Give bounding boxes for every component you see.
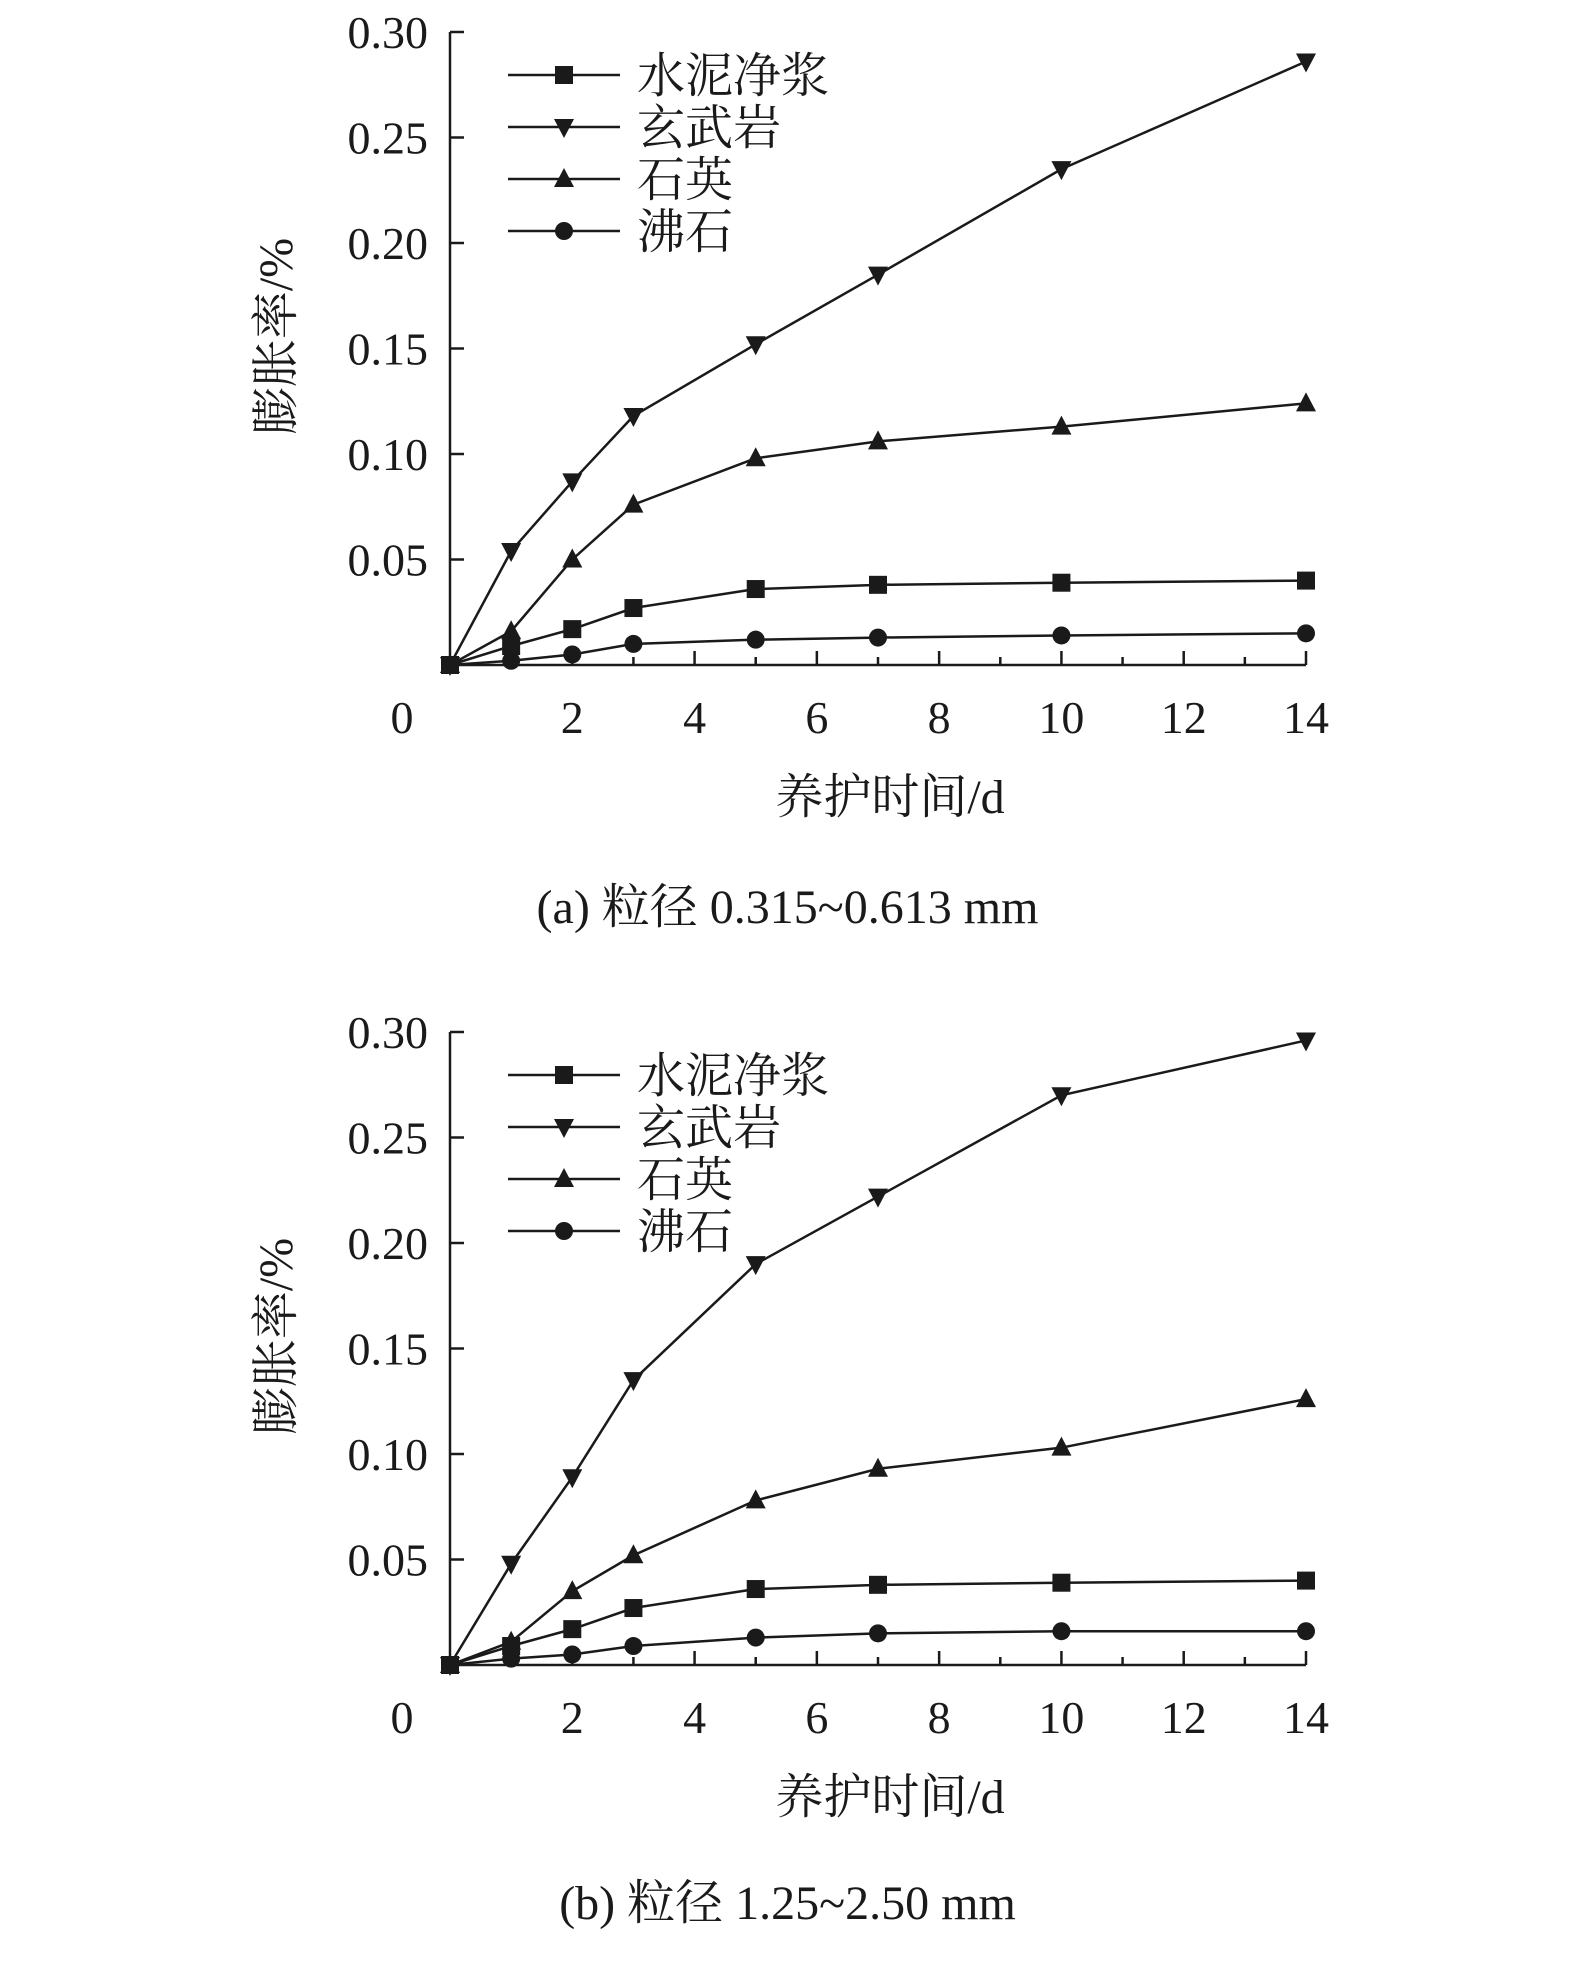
- data-point: [502, 652, 520, 670]
- data-point: [869, 576, 887, 594]
- data-point: [563, 620, 581, 638]
- data-point: [1052, 1574, 1070, 1592]
- chart-a-svg: [0, 0, 1575, 970]
- data-point: [501, 543, 521, 562]
- chart-b-svg: [0, 1000, 1575, 1970]
- x-tick-label: 2: [560, 692, 584, 743]
- legend-marker: [555, 222, 573, 240]
- data-point: [623, 1372, 643, 1391]
- chart-a-caption: (a) 粒径 0.315~0.613 mm: [536, 881, 1039, 934]
- x-tick-label: 6: [805, 692, 829, 743]
- data-point: [562, 1580, 582, 1599]
- legend-marker: [555, 1222, 573, 1240]
- data-point: [747, 1629, 765, 1647]
- x-tick-label: 6: [805, 1692, 829, 1743]
- x-tick-label: 8: [927, 1692, 951, 1743]
- data-point: [868, 267, 888, 286]
- data-point: [501, 1556, 521, 1575]
- data-point: [1051, 161, 1071, 180]
- data-point: [563, 1620, 581, 1638]
- y-tick-label: 0.25: [347, 1112, 428, 1164]
- legend-marker: [554, 168, 574, 187]
- data-point: [747, 580, 765, 598]
- data-point: [747, 631, 765, 649]
- data-point: [502, 1650, 520, 1668]
- y-tick-label: 0.25: [347, 112, 428, 164]
- data-point: [1051, 1087, 1071, 1106]
- legend-label: 玄武岩: [637, 1102, 782, 1155]
- data-point: [868, 1189, 888, 1208]
- data-point: [869, 629, 887, 647]
- y-axis-label: 膨胀率/%: [250, 237, 303, 436]
- data-point: [1297, 1622, 1315, 1640]
- x-tick-label: 14: [1283, 692, 1329, 743]
- y-tick-label: 0.05: [347, 534, 428, 586]
- data-point: [1052, 574, 1070, 592]
- x-tick-label: 0: [390, 1692, 414, 1743]
- y-tick-label: 0.30: [347, 1007, 428, 1058]
- y-tick-label: 0.20: [347, 1218, 428, 1269]
- data-point: [1296, 1388, 1316, 1407]
- data-point: [441, 1656, 459, 1674]
- data-point: [562, 549, 582, 568]
- x-axis-label: 养护时间/d: [775, 1771, 1005, 1824]
- data-point: [746, 336, 766, 355]
- data-point: [624, 1599, 642, 1617]
- series-line: [450, 62, 1306, 665]
- data-point: [563, 1645, 581, 1663]
- x-tick-label: 4: [683, 692, 707, 743]
- x-tick-label: 4: [683, 1692, 707, 1743]
- data-point: [1296, 54, 1316, 73]
- x-tick-label: 8: [927, 692, 951, 743]
- data-point: [869, 1576, 887, 1594]
- data-point: [624, 1637, 642, 1655]
- x-tick-label: 12: [1160, 692, 1207, 743]
- series-line: [450, 1040, 1306, 1665]
- legend-label: 石英: [637, 154, 734, 207]
- data-point: [1297, 624, 1315, 642]
- legend-label: 沸石: [637, 206, 734, 259]
- legend-label: 石英: [637, 1154, 734, 1207]
- legend-marker: [555, 1066, 573, 1084]
- y-tick-label: 0.20: [347, 218, 428, 269]
- data-point: [624, 635, 642, 653]
- legend-marker: [555, 66, 573, 84]
- chart-b-caption: (b) 粒径 1.25~2.50 mm: [559, 1877, 1016, 1930]
- data-point: [624, 599, 642, 617]
- x-tick-label: 2: [560, 1692, 584, 1743]
- data-point: [1052, 626, 1070, 644]
- y-tick-label: 0.05: [347, 1534, 428, 1586]
- data-point: [1296, 392, 1316, 411]
- x-tick-label: 14: [1283, 1692, 1329, 1743]
- chart-panel-b: [0, 1000, 1575, 1970]
- legend-marker: [554, 1119, 574, 1138]
- x-tick-label: 10: [1038, 692, 1085, 743]
- legend-label: 水泥净浆: [637, 50, 830, 103]
- legend: [508, 1050, 829, 1259]
- data-point: [869, 1624, 887, 1642]
- legend: [508, 50, 829, 259]
- y-tick-label: 0.15: [347, 323, 428, 375]
- data-point: [1052, 1622, 1070, 1640]
- legend-label: 水泥净浆: [637, 1050, 830, 1103]
- legend-label: 沸石: [637, 1206, 734, 1259]
- x-tick-label: 10: [1038, 1692, 1085, 1743]
- data-point: [1297, 572, 1315, 590]
- y-axis-label: 膨胀率/%: [250, 1237, 303, 1436]
- x-tick-label: 0: [390, 692, 414, 743]
- y-tick-label: 0.30: [347, 7, 428, 58]
- y-tick-label: 0.15: [347, 1323, 428, 1375]
- y-tick-label: 0.10: [347, 1429, 428, 1480]
- data-point: [747, 1580, 765, 1598]
- x-axis-label: 养护时间/d: [775, 771, 1005, 824]
- data-point: [1297, 1572, 1315, 1590]
- y-tick-label: 0.10: [347, 429, 428, 480]
- data-point: [563, 645, 581, 663]
- legend-label: 玄武岩: [637, 102, 782, 155]
- data-point: [441, 656, 459, 674]
- chart-panel-a: [0, 0, 1575, 970]
- x-tick-label: 12: [1160, 1692, 1207, 1743]
- legend-marker: [554, 119, 574, 138]
- legend-marker: [554, 1168, 574, 1187]
- data-point: [623, 1544, 643, 1563]
